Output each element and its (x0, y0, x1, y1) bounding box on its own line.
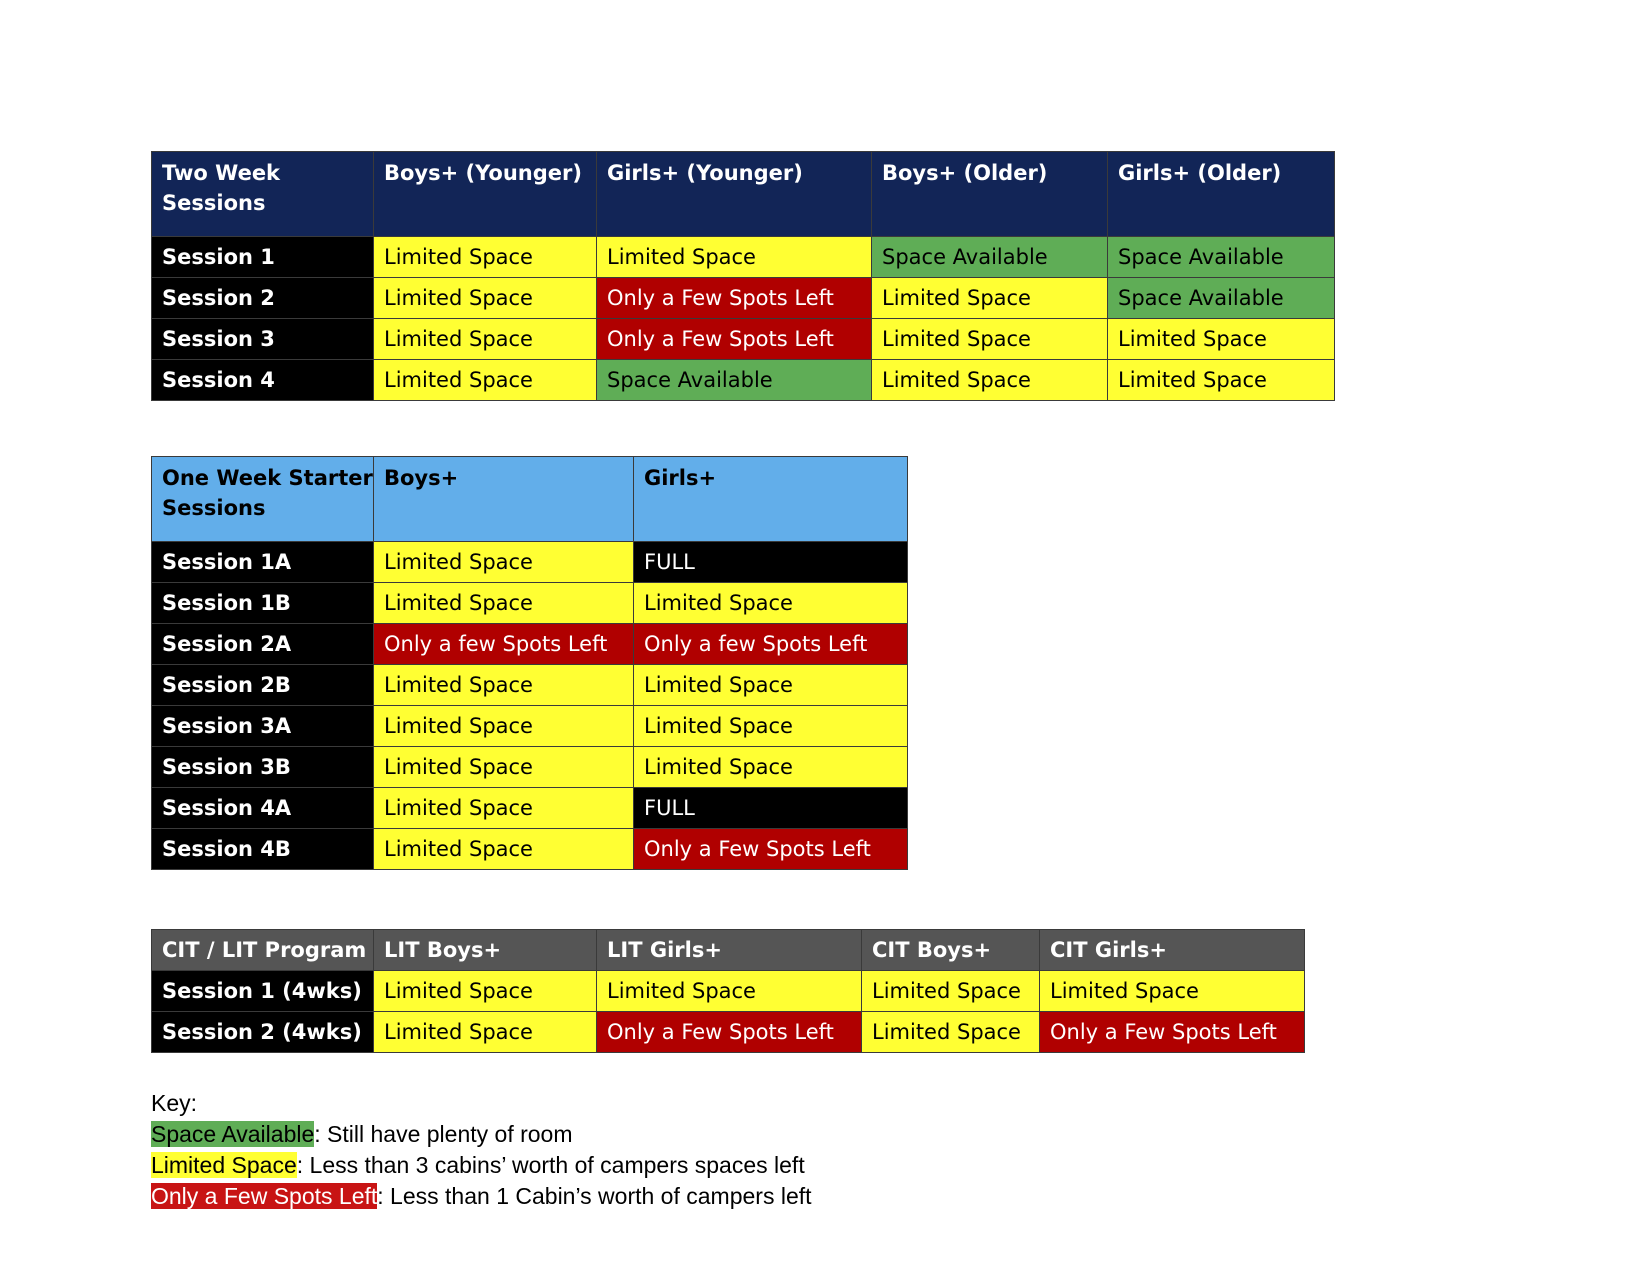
table-header-row (152, 457, 908, 542)
table-row (152, 278, 1335, 319)
status-cell: FULL (634, 542, 908, 583)
legend-key (151, 1088, 812, 1212)
column-header: LIT Girls+ (597, 930, 862, 971)
status-cell: Space Available (872, 237, 1108, 278)
status-cell: Only a Few Spots Left (597, 319, 872, 360)
key-description: : Less than 3 cabins’ worth of campers spaces left (296, 1152, 805, 1178)
key-item (151, 1181, 812, 1212)
row-label: Session 1B (152, 583, 374, 624)
status-cell: Limited Space (374, 829, 634, 870)
status-cell: Limited Space (634, 665, 908, 706)
status-cell: Only a few Spots Left (634, 624, 908, 665)
table-header-row (152, 930, 1305, 971)
status-cell: Space Available (1108, 278, 1335, 319)
status-cell: Only a Few Spots Left (634, 829, 908, 870)
column-header: Boys+ (374, 457, 634, 542)
column-header: Boys+ (Younger) (374, 152, 597, 237)
row-label: Session 4A (152, 788, 374, 829)
column-header: Girls+ (Younger) (597, 152, 872, 237)
one-week-starter-sessions-table (151, 456, 908, 870)
column-header: CIT Girls+ (1040, 930, 1305, 971)
status-cell: Limited Space (634, 583, 908, 624)
key-description: : Less than 1 Cabin’s worth of campers left (377, 1183, 812, 1209)
table-row (152, 360, 1335, 401)
key-swatch-limited-space: Limited Space (151, 1152, 297, 1178)
status-cell: Limited Space (374, 237, 597, 278)
column-header: Boys+ (Older) (872, 152, 1108, 237)
table-row (152, 665, 908, 706)
status-cell: Limited Space (862, 971, 1040, 1012)
status-cell: Limited Space (374, 665, 634, 706)
row-label: Session 1 (152, 237, 374, 278)
table-row (152, 1012, 1305, 1053)
key-item (151, 1119, 812, 1150)
status-cell: Limited Space (634, 747, 908, 788)
table-header-row (152, 152, 1335, 237)
status-cell: Limited Space (374, 583, 634, 624)
table-row (152, 747, 908, 788)
status-cell: Limited Space (374, 278, 597, 319)
column-header: CIT Boys+ (862, 930, 1040, 971)
status-cell: Limited Space (597, 971, 862, 1012)
row-label: Session 1 (4wks) (152, 971, 374, 1012)
column-header: CIT / LIT Program (152, 930, 374, 971)
status-cell: Space Available (1108, 237, 1335, 278)
row-label: Session 2B (152, 665, 374, 706)
status-cell: Space Available (597, 360, 872, 401)
table-row (152, 542, 908, 583)
table-row (152, 971, 1305, 1012)
status-cell: Limited Space (374, 1012, 597, 1053)
key-swatch-few-spots-left: Only a Few Spots Left (151, 1183, 378, 1209)
table-row (152, 237, 1335, 278)
column-header: Girls+ (634, 457, 908, 542)
column-header: One Week Starter Sessions (152, 457, 374, 542)
status-cell: Limited Space (1108, 360, 1335, 401)
key-description: : Still have plenty of room (314, 1121, 573, 1147)
status-cell: FULL (634, 788, 908, 829)
status-cell: Limited Space (374, 360, 597, 401)
row-label: Session 3A (152, 706, 374, 747)
column-header: Two Week Sessions (152, 152, 374, 237)
status-cell: Only a Few Spots Left (597, 1012, 862, 1053)
row-label: Session 2 (4wks) (152, 1012, 374, 1053)
row-label: Session 3B (152, 747, 374, 788)
status-cell: Limited Space (597, 237, 872, 278)
row-label: Session 2A (152, 624, 374, 665)
status-cell: Limited Space (1108, 319, 1335, 360)
row-label: Session 4 (152, 360, 374, 401)
status-cell: Limited Space (1040, 971, 1305, 1012)
row-label: Session 1A (152, 542, 374, 583)
status-cell: Limited Space (872, 360, 1108, 401)
status-cell: Limited Space (374, 319, 597, 360)
status-cell: Only a Few Spots Left (597, 278, 872, 319)
table-row (152, 706, 908, 747)
status-cell: Limited Space (862, 1012, 1040, 1053)
status-cell: Only a few Spots Left (374, 624, 634, 665)
column-header: LIT Boys+ (374, 930, 597, 971)
status-cell: Limited Space (872, 278, 1108, 319)
table-row (152, 829, 908, 870)
table-row (152, 319, 1335, 360)
status-cell: Only a Few Spots Left (1040, 1012, 1305, 1053)
two-week-sessions-table (151, 151, 1335, 401)
table-row (152, 583, 908, 624)
status-cell: Limited Space (374, 747, 634, 788)
table-row (152, 624, 908, 665)
status-cell: Limited Space (374, 542, 634, 583)
table-row (152, 788, 908, 829)
key-item (151, 1150, 812, 1181)
cit-lit-program-table (151, 929, 1305, 1053)
key-title: Key: (151, 1090, 198, 1116)
status-cell: Limited Space (634, 706, 908, 747)
status-cell: Limited Space (374, 971, 597, 1012)
row-label: Session 2 (152, 278, 374, 319)
column-header: Girls+ (Older) (1108, 152, 1335, 237)
status-cell: Limited Space (374, 706, 634, 747)
row-label: Session 3 (152, 319, 374, 360)
key-swatch-space-available: Space Available (151, 1121, 315, 1147)
status-cell: Limited Space (872, 319, 1108, 360)
row-label: Session 4B (152, 829, 374, 870)
status-cell: Limited Space (374, 788, 634, 829)
